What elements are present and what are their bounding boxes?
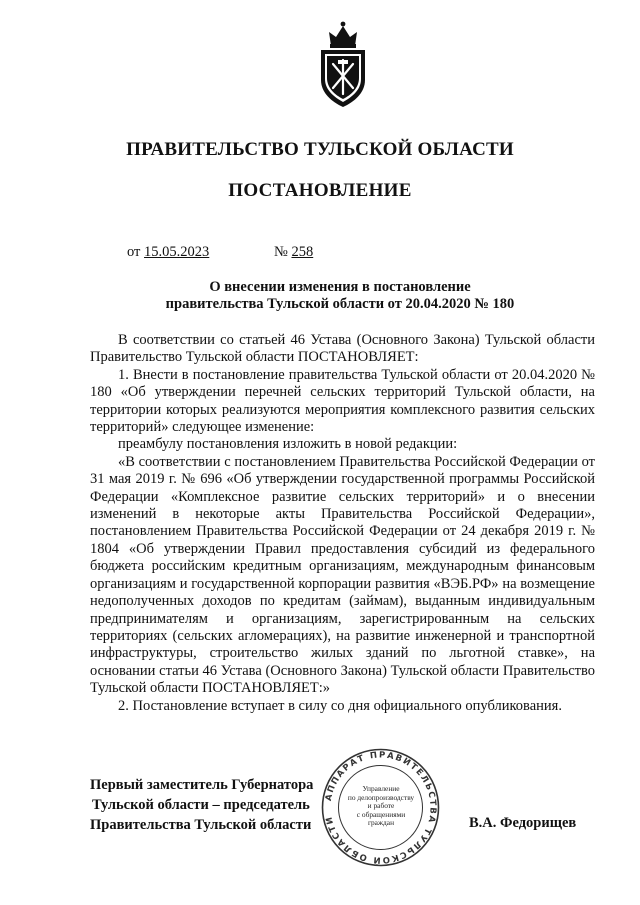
body-paragraph: В соответствии со статьей 46 Устава (Основного Закона) Тульской области Правительство Тульской области ПОСТАНОВЛЯЕТ: [90, 332, 595, 366]
signatory-title-line: Первый заместитель Губернатора [90, 777, 314, 793]
document-type: ПОСТАНОВЛЕНИЕ [228, 180, 412, 201]
signatory-name: В.А. Федорищев [469, 815, 577, 831]
document-subject [90, 279, 590, 313]
document-number [274, 244, 313, 261]
body-paragraph: преамбулу постановления изложить в новой редакции: [118, 436, 458, 453]
document-date [127, 244, 209, 261]
stamp-line: граждан [367, 818, 395, 828]
signatory-title-line: Тульской области – председатель [92, 797, 310, 813]
tula-coat-of-arms-icon [316, 20, 370, 108]
number-value: 258 [291, 244, 314, 260]
body-paragraph: 1. Внести в постановление правительства Тульской области от 20.04.2020 № 180 «Об утверждении перечней сельских территорий Тульской области, на территории которых реализуются мероприятия комплексного развития сельских территорий» следующее изменение: [90, 366, 595, 436]
body-paragraph: «В соответствии с постановлением Правительства Российской Федерации от 31 мая 2019 г. № 696 «Об утверждении государственной программы Российской Федерации «Комплексное развитие сельских территорий» и о внесении изменений в некоторые акты Правительства Российской Федерации», постановлением Правительства Российской Федерации от 24 декабря 2019 г. № 1804 «Об утверждении Правил предоставления субсидий из федерального бюджета российским кредитным организациям, международным финансовым организациям и государственной корпорации развития «ВЭБ.РФ» на возмещение недополученных доходов по кредитам (займам), выданным индивидуальным предпринимателям и организациям, зарегистрированным на сельских территориях (сельских агломерациях), на развитие инженерной и транспортной инфраструктуры, строительство жилых зданий по льготной ставке», на основании статьи 46 Устава (Основного Закона) Тульской области Правительство Тульской области ПОСТАНОВЛЯЕТ:» [90, 453, 595, 697]
svg-text:АППАРАТ ПРАВИТЕЛЬСТВА ТУЛЬСКОЙ: АППАРАТ ПРАВИТЕЛЬСТВА ТУЛЬСКОЙ ОБЛАСТИ [323, 750, 438, 865]
subject-line: правительства Тульской области от 20.04.2020 № 180 [165, 296, 515, 312]
number-prefix: № [274, 244, 288, 260]
stamp-line: с обращениями [356, 809, 406, 819]
date-prefix: от [127, 244, 141, 260]
signatory-title [90, 775, 313, 835]
stamp-inner-text [343, 785, 419, 828]
stamp-line: Управление [362, 784, 400, 793]
subject-line: О внесении изменения в постановление [209, 279, 471, 295]
body-paragraph: 2. Постановление вступает в силу со дня официального опубликования. [118, 697, 562, 714]
stamp-line: и работе [367, 801, 395, 811]
organization-title: ПРАВИТЕЛЬСТВО ТУЛЬСКОЙ ОБЛАСТИ [126, 139, 514, 160]
signatory-title-line: Правительства Тульской области [90, 817, 312, 833]
date-value: 15.05.2023 [144, 244, 210, 260]
document-body [90, 332, 595, 715]
stamp-line: по делопроизводству [347, 792, 415, 802]
